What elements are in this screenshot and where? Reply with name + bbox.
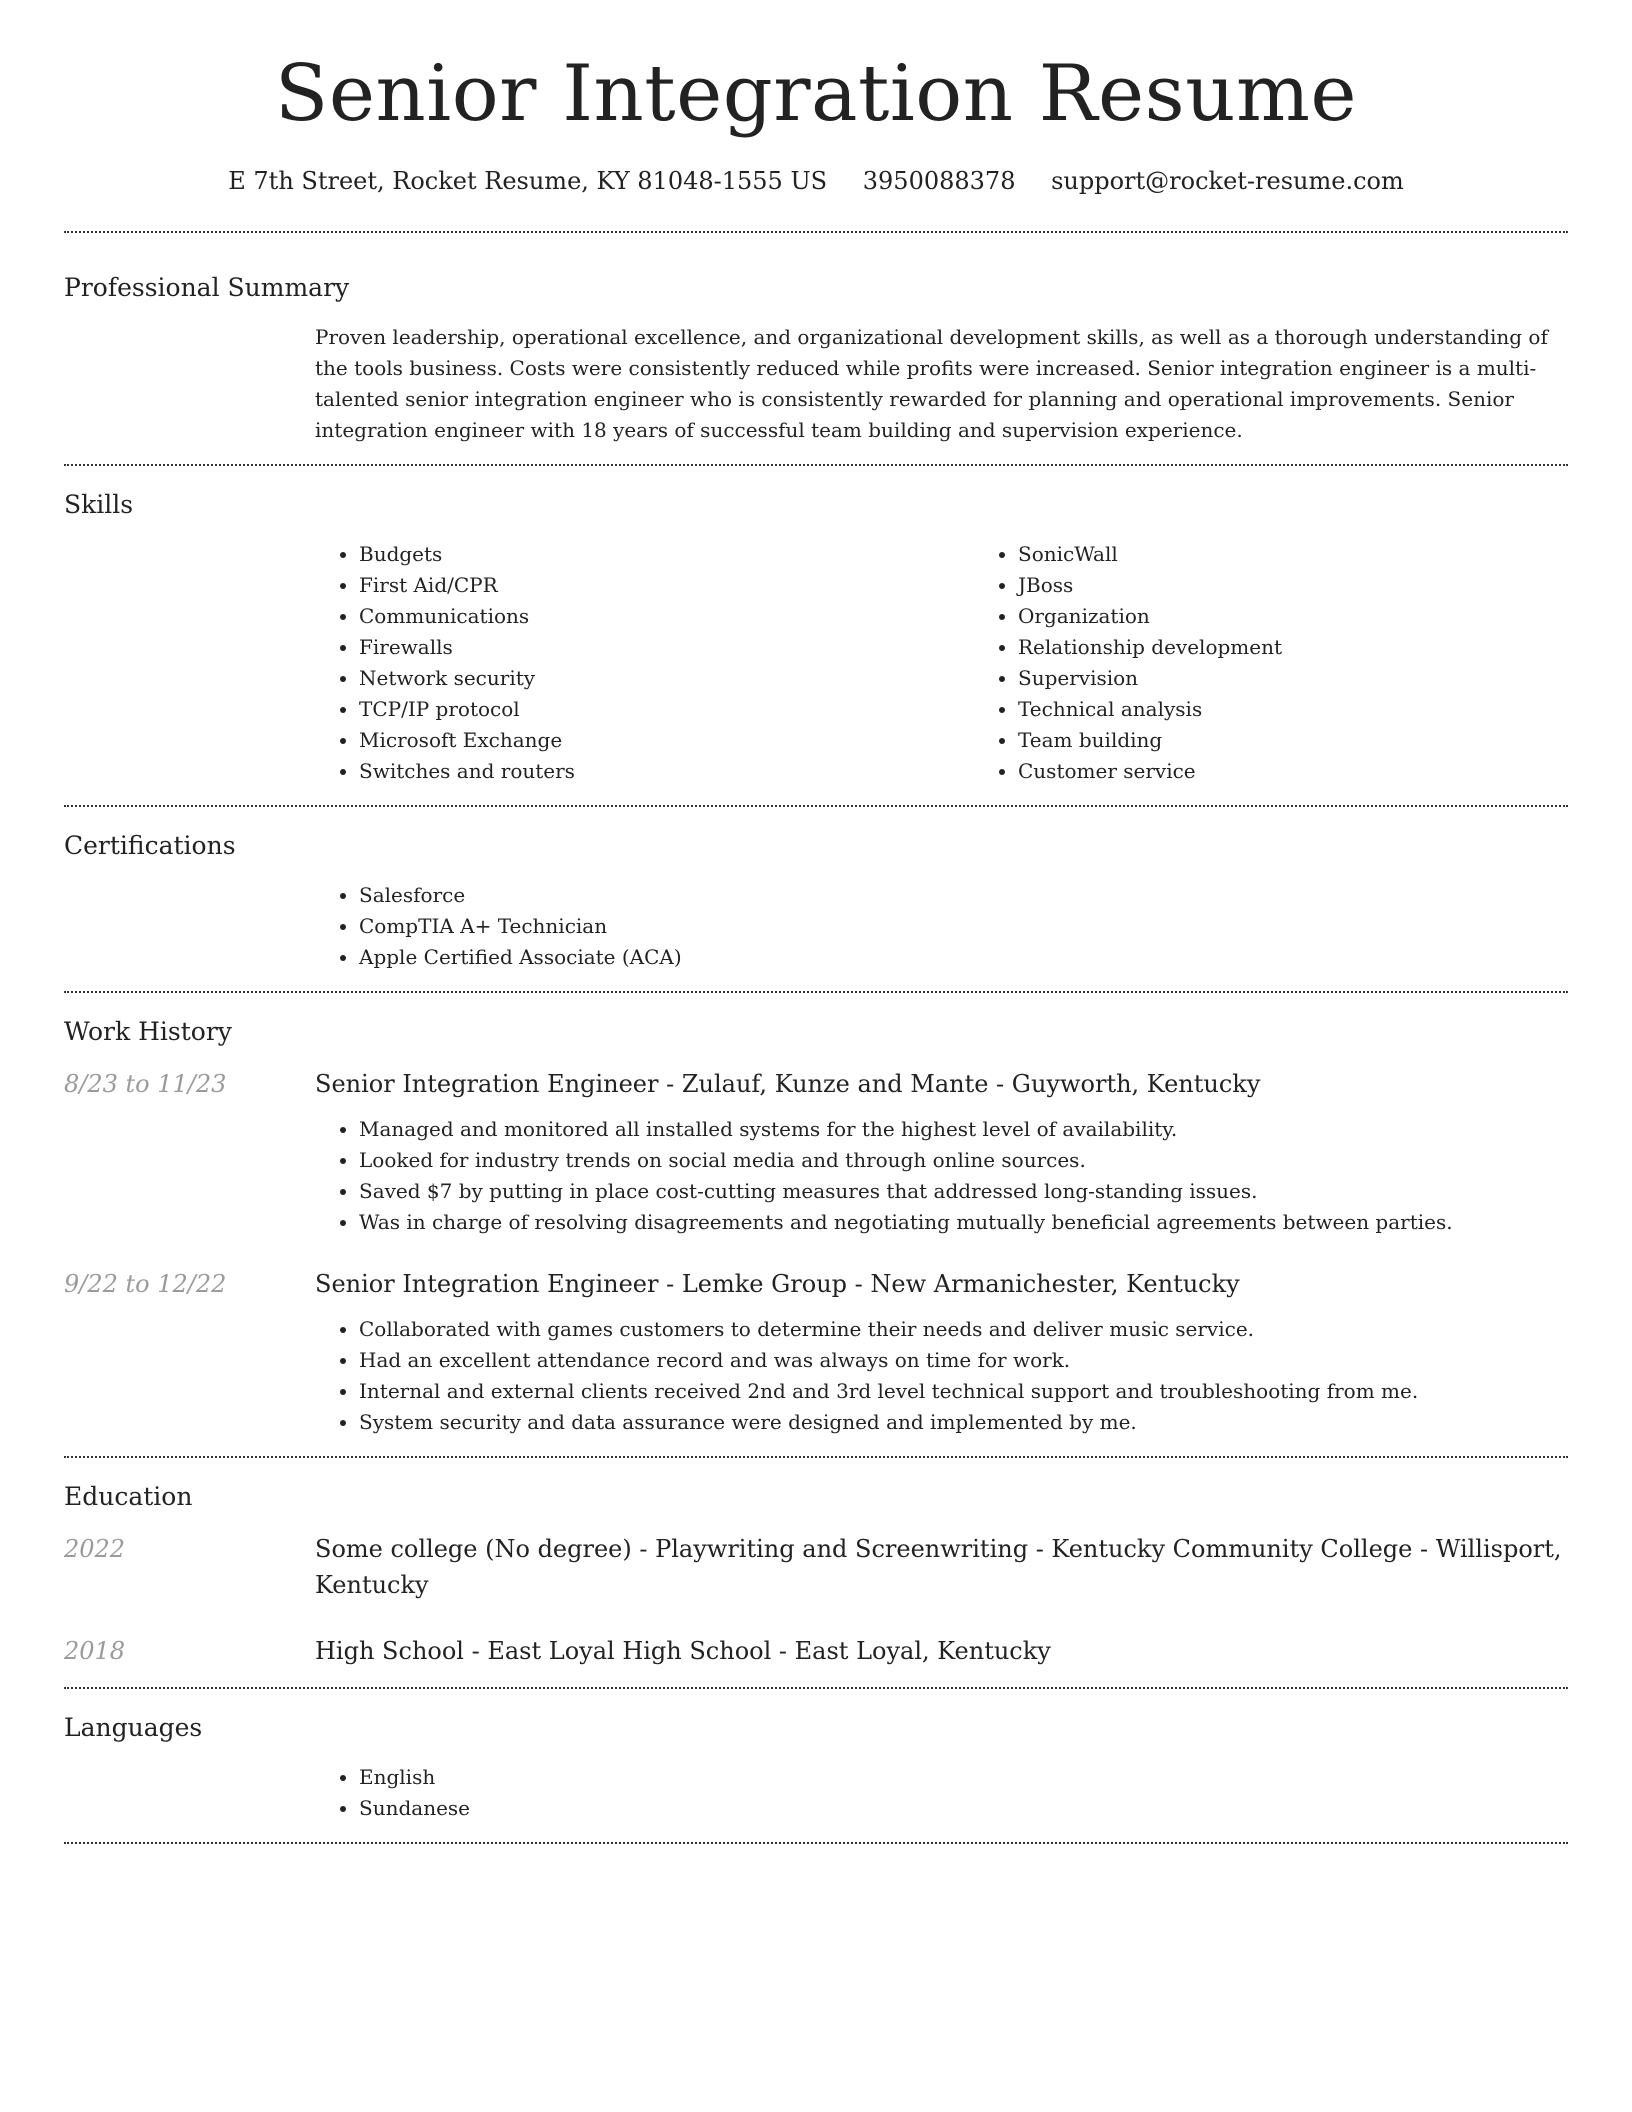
contact-address: E 7th Street, Rocket Resume, KY 81048-1555 US: [228, 166, 828, 195]
job-title: Senior Integration Engineer - Zulauf, Kunze and Mante - Guyworth, Kentucky: [315, 1069, 1261, 1098]
skill-item: • Technical analysis: [1018, 694, 1632, 725]
section-divider: [64, 1842, 1568, 1844]
job-entry: [64, 1066, 1568, 1238]
resume-header: [64, 0, 1568, 197]
skill-item: • Organization: [1018, 601, 1632, 632]
certifications-section: [64, 807, 1568, 991]
skill-item: • Switches and routers: [359, 756, 974, 787]
education-year: 2018: [64, 1636, 126, 1665]
certifications-list: [315, 880, 1568, 973]
skill-item: • Customer service: [1018, 756, 1632, 787]
skill-item: • Network security: [359, 663, 974, 694]
languages-list: [315, 1762, 1568, 1824]
contact-line: [64, 166, 1568, 197]
education-section: [64, 1458, 1568, 1687]
languages-section: [64, 1689, 1568, 1842]
job-title: Senior Integration Engineer - Lemke Group - New Armanichester, Kentucky: [315, 1269, 1240, 1298]
summary-text: Proven leadership, operational excellence, and organizational development skills, as well as a thorough understanding of the tools business. Costs were consistently reduced while profits were increased. Senior integration engineer is a multi-talented senior integration engineer who is consistently rewarded for planning and operational improvements. Senior integration engineer with 18 years of successful team building and supervision experience.: [315, 324, 1548, 442]
skill-item: • JBoss: [1018, 570, 1632, 601]
contact-phone: 3950088378: [862, 166, 1016, 195]
certification-item: • Salesforce: [359, 880, 1568, 911]
education-year: 2022: [64, 1534, 126, 1563]
skill-item: • Firewalls: [359, 632, 974, 663]
job-bullet: • Had an excellent attendance record and was always on time for work.: [359, 1345, 1568, 1376]
skill-item: • Communications: [359, 601, 974, 632]
job-bullet: • Internal and external clients received 2nd and 3rd level technical support and troubleshooting from me.: [359, 1376, 1568, 1407]
contact-email: support@rocket-resume.com: [1051, 166, 1404, 195]
skills-section: [64, 466, 1568, 805]
skill-item: • Relationship development: [1018, 632, 1632, 663]
job-bullets: [315, 1114, 1568, 1238]
job-dates: 9/22 to 12/22: [64, 1269, 227, 1298]
resume-name: Senior Integration Resume: [274, 49, 1358, 139]
education-entry: [64, 1633, 1568, 1669]
skills-list-left: [315, 539, 974, 787]
job-bullets: [315, 1314, 1568, 1438]
languages-heading: Languages: [64, 1712, 203, 1742]
job-dates: 8/23 to 11/23: [64, 1069, 227, 1098]
certification-item: • CompTIA A+ Technician: [359, 911, 1568, 942]
certification-item: • Apple Certified Associate (ACA): [359, 942, 1568, 973]
job-entry: [64, 1266, 1568, 1438]
language-item: • Sundanese: [359, 1793, 1568, 1824]
skills-list-right: [974, 539, 1632, 787]
job-bullet: • Collaborated with games customers to determine their needs and deliver music service.: [359, 1314, 1568, 1345]
language-item: • English: [359, 1762, 1568, 1793]
skills-heading: Skills: [64, 489, 134, 519]
job-bullet: • Looked for industry trends on social media and through online sources.: [359, 1145, 1568, 1176]
skill-item: • Budgets: [359, 539, 974, 570]
work-history-section: [64, 993, 1568, 1456]
work-history-heading: Work History: [64, 1016, 232, 1046]
job-bullet: • System security and data assurance were designed and implemented by me.: [359, 1407, 1568, 1438]
certifications-heading: Certifications: [64, 830, 236, 860]
job-bullet: • Managed and monitored all installed systems for the highest level of availability.: [359, 1114, 1568, 1145]
summary-heading: Professional Summary: [64, 272, 350, 302]
skill-item: • First Aid/CPR: [359, 570, 974, 601]
skill-item: • Microsoft Exchange: [359, 725, 974, 756]
summary-section: [64, 233, 1568, 464]
skill-item: • Team building: [1018, 725, 1632, 756]
education-title: Some college (No degree) - Playwriting and Screenwriting - Kentucky Community College - Willisport, Kentucky: [315, 1534, 1562, 1599]
skill-item: • Supervision: [1018, 663, 1632, 694]
education-title: High School - East Loyal High School - East Loyal, Kentucky: [315, 1636, 1051, 1665]
skill-item: • TCP/IP protocol: [359, 694, 974, 725]
skill-item: • SonicWall: [1018, 539, 1632, 570]
education-heading: Education: [64, 1481, 193, 1511]
job-bullet: • Was in charge of resolving disagreements and negotiating mutually beneficial agreements between parties.: [359, 1207, 1568, 1238]
job-bullet: • Saved $7 by putting in place cost-cutting measures that addressed long-standing issues.: [359, 1176, 1568, 1207]
education-entry: [64, 1531, 1568, 1603]
